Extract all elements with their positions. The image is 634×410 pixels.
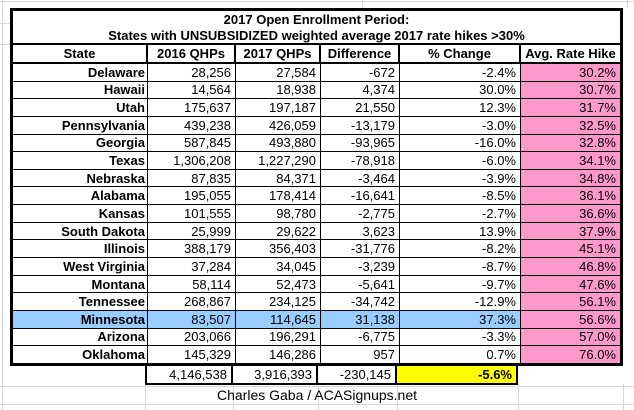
difference-cell: -31,776 <box>321 240 400 257</box>
state-cell: Pennsylvania <box>13 117 148 134</box>
table-row <box>13 187 620 205</box>
avg-rate-hike-cell: 36.1% <box>521 187 620 204</box>
qhp-2016-cell: 101,555 <box>148 205 236 222</box>
table-row <box>13 311 620 329</box>
state-cell: Alabama <box>13 187 148 204</box>
table-row <box>13 117 620 135</box>
table-row <box>13 64 620 82</box>
table-row <box>13 240 620 258</box>
qhp-2017-cell: 196,291 <box>236 329 321 346</box>
difference-cell: -5,641 <box>321 276 400 293</box>
state-cell: Minnesota <box>13 311 148 328</box>
qhp-2017-cell: 493,880 <box>236 135 321 152</box>
qhp-2017-cell: 356,403 <box>236 240 321 257</box>
pct-change-cell: 12.3% <box>400 99 521 116</box>
avg-rate-hike-cell: 30.7% <box>521 82 620 99</box>
avg-rate-hike-cell: 57.0% <box>521 329 620 346</box>
state-cell: Montana <box>13 276 148 293</box>
qhp-2016-cell: 145,329 <box>148 346 236 363</box>
enrollment-table <box>10 8 623 366</box>
difference-cell: -6,775 <box>321 329 400 346</box>
difference-cell: -93,965 <box>321 135 400 152</box>
avg-rate-hike-cell: 36.6% <box>521 205 620 222</box>
qhp-2016-cell: 587,845 <box>148 135 236 152</box>
avg-rate-hike-cell: 30.2% <box>521 64 620 81</box>
qhp-2016-cell: 25,999 <box>148 223 236 240</box>
state-cell: Texas <box>13 152 148 169</box>
avg-rate-hike-cell: 31.7% <box>521 99 620 116</box>
pct-change-cell: -16.0% <box>400 135 521 152</box>
avg-rate-hike-cell: 37.9% <box>521 223 620 240</box>
qhp-2017-cell: 234,125 <box>236 293 321 310</box>
table-row <box>13 223 620 241</box>
qhp-2017-cell: 426,059 <box>236 117 321 134</box>
table-row <box>13 258 620 276</box>
difference-cell: 957 <box>321 346 400 363</box>
pct-change-cell: -6.0% <box>400 152 521 169</box>
pct-change-cell: 30.0% <box>400 82 521 99</box>
difference-cell: -672 <box>321 64 400 81</box>
difference-cell: 21,550 <box>321 99 400 116</box>
difference-cell: -16,641 <box>321 187 400 204</box>
state-cell: Utah <box>13 99 148 116</box>
column-header-pct-change: % Change <box>400 45 521 62</box>
pct-change-cell: -8.7% <box>400 258 521 275</box>
column-header-difference: Difference <box>321 45 400 62</box>
pct-change-cell: -3.9% <box>400 170 521 187</box>
gridline <box>0 404 634 405</box>
total-pct-change: -5.6% <box>397 366 516 383</box>
qhp-2017-cell: 197,187 <box>236 99 321 116</box>
state-cell: Oklahoma <box>13 346 148 363</box>
avg-rate-hike-cell: 34.8% <box>521 170 620 187</box>
gridline <box>0 1 634 2</box>
pct-change-cell: -8.2% <box>400 240 521 257</box>
qhp-2016-cell: 1,306,208 <box>148 152 236 169</box>
difference-cell: -34,742 <box>321 293 400 310</box>
difference-cell: 3,623 <box>321 223 400 240</box>
qhp-2017-cell: 29,622 <box>236 223 321 240</box>
pct-change-cell: -12.9% <box>400 293 521 310</box>
qhp-2016-cell: 388,179 <box>148 240 236 257</box>
state-cell: Nebraska <box>13 170 148 187</box>
table-row <box>13 329 620 347</box>
column-header-2017-qhps: 2017 QHPs <box>236 45 321 62</box>
state-cell: Tennessee <box>13 293 148 310</box>
qhp-2017-cell: 18,938 <box>236 82 321 99</box>
total-2017-qhps: 3,916,393 <box>233 366 318 383</box>
difference-cell: 31,138 <box>321 311 400 328</box>
qhp-2016-cell: 268,867 <box>148 293 236 310</box>
state-cell: Delaware <box>13 64 148 81</box>
table-row <box>13 205 620 223</box>
total-difference: -230,145 <box>318 366 397 383</box>
qhp-2017-cell: 34,045 <box>236 258 321 275</box>
qhp-2016-cell: 175,637 <box>148 99 236 116</box>
avg-rate-hike-cell: 34.1% <box>521 152 620 169</box>
qhp-2016-cell: 58,114 <box>148 276 236 293</box>
qhp-2016-cell: 195,055 <box>148 187 236 204</box>
credit-line: Charles Gaba / ACASignups.net <box>216 387 417 403</box>
title-line-2: States with UNSUBSIDIZED weighted average 2017 rate hikes >30% <box>108 28 525 43</box>
column-header-2016-qhps: 2016 QHPs <box>148 45 236 62</box>
qhp-2017-cell: 1,227,290 <box>236 152 321 169</box>
qhp-2016-cell: 83,507 <box>148 311 236 328</box>
difference-cell: -3,464 <box>321 170 400 187</box>
totals-row <box>145 364 518 385</box>
avg-rate-hike-cell: 47.6% <box>521 276 620 293</box>
qhp-2016-cell: 87,835 <box>148 170 236 187</box>
qhp-2016-cell: 203,066 <box>148 329 236 346</box>
qhp-2016-cell: 14,564 <box>148 82 236 99</box>
qhp-2017-cell: 84,371 <box>236 170 321 187</box>
qhp-2017-cell: 146,286 <box>236 346 321 363</box>
table-row <box>13 135 620 153</box>
table-row <box>13 293 620 311</box>
pct-change-cell: 13.9% <box>400 223 521 240</box>
pct-change-cell: -8.5% <box>400 187 521 204</box>
state-cell: Kansas <box>13 205 148 222</box>
table-row <box>13 276 620 294</box>
column-header-avg-rate-hike: Avg. Rate Hike <box>525 46 616 61</box>
pct-change-cell: -3.0% <box>400 117 521 134</box>
qhp-2017-cell: 114,645 <box>236 311 321 328</box>
avg-rate-hike-cell: 76.0% <box>521 346 620 363</box>
title-line-1: 2017 Open Enrollment Period: <box>223 12 410 27</box>
avg-rate-hike-cell: 45.1% <box>521 240 620 257</box>
pct-change-cell: -3.3% <box>400 329 521 346</box>
state-cell: Georgia <box>13 135 148 152</box>
pct-change-cell: -2.4% <box>400 64 521 81</box>
total-2016-qhps: 4,146,538 <box>147 366 233 383</box>
table-row <box>13 99 620 117</box>
state-cell: South Dakota <box>13 223 148 240</box>
qhp-2017-cell: 52,473 <box>236 276 321 293</box>
qhp-2016-cell: 28,256 <box>148 64 236 81</box>
difference-cell: -3,239 <box>321 258 400 275</box>
difference-cell: -78,918 <box>321 152 400 169</box>
avg-rate-hike-cell: 46.8% <box>521 258 620 275</box>
qhp-2016-cell: 37,284 <box>148 258 236 275</box>
state-cell: West Virginia <box>13 258 148 275</box>
gridline <box>0 23 10 24</box>
table-body <box>13 64 620 363</box>
pct-change-cell: -2.7% <box>400 205 521 222</box>
gridline <box>2 0 3 410</box>
qhp-2016-cell: 439,238 <box>148 117 236 134</box>
avg-rate-hike-cell: 32.5% <box>521 117 620 134</box>
table-title <box>13 11 620 45</box>
state-cell: Hawaii <box>13 82 148 99</box>
pct-change-cell: -9.7% <box>400 276 521 293</box>
table-row <box>13 346 620 363</box>
pct-change-cell: 0.7% <box>400 346 521 363</box>
difference-cell: 4,374 <box>321 82 400 99</box>
header-row <box>13 45 620 64</box>
avg-rate-hike-cell: 56.1% <box>521 293 620 310</box>
table-row <box>13 82 620 100</box>
state-cell: Arizona <box>13 329 148 346</box>
pct-change-cell: 37.3% <box>400 311 521 328</box>
table-row <box>13 152 620 170</box>
state-cell: Illinois <box>13 240 148 257</box>
avg-rate-hike-cell: 32.8% <box>521 135 620 152</box>
difference-cell: -2,775 <box>321 205 400 222</box>
qhp-2017-cell: 27,584 <box>236 64 321 81</box>
qhp-2017-cell: 98,780 <box>236 205 321 222</box>
gridline <box>0 44 10 45</box>
qhp-2017-cell: 178,414 <box>236 187 321 204</box>
difference-cell: -13,179 <box>321 117 400 134</box>
column-header-state: State <box>13 45 148 62</box>
table-row <box>13 170 620 188</box>
avg-rate-hike-cell: 56.6% <box>521 311 620 328</box>
